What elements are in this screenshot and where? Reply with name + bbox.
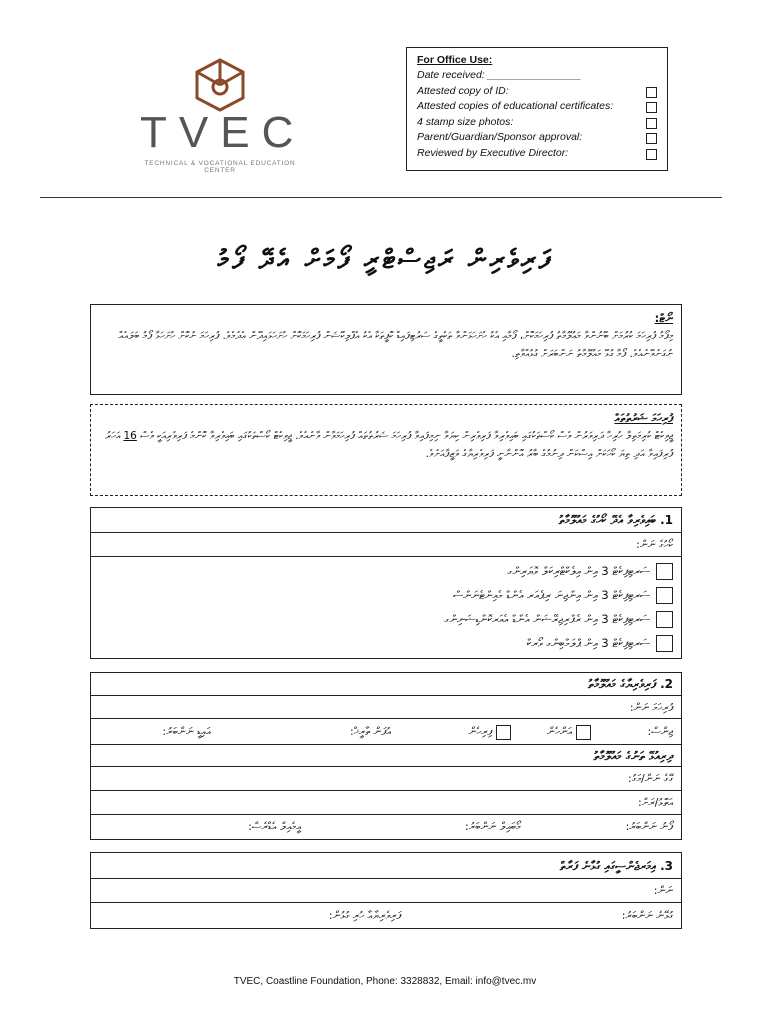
full-name-label: ފުރިހަމަ ނަން:	[629, 701, 673, 714]
dob-label: އުފަން ތާރީޚް:	[350, 725, 391, 738]
office-item-approval	[417, 130, 657, 146]
emergency-name-row[interactable]	[91, 879, 681, 903]
emergency-phone-label: ގުޅޭނެ ނަންބަރު:	[621, 909, 673, 922]
contact-row	[91, 815, 681, 839]
course-options	[91, 557, 681, 658]
office-item-photos	[417, 115, 657, 131]
footer-contact: TVEC, Coastline Foundation, Phone: 3328832, Email: info@tvec.mv	[233, 976, 537, 987]
emergency-section-heading: 3. އިމަރޖެންސީގައި ގުޅާނެ ފަރާތް	[91, 853, 681, 879]
relation-label: ފަރިވެރިޔާއާ ހުރި ގުޅުން:	[328, 909, 401, 922]
email-label: އީމެއިލް އެޑްރެސް:	[248, 820, 301, 833]
office-checkbox[interactable]	[646, 102, 657, 113]
logo-wordmark: TVEC	[140, 108, 306, 157]
mobile-label: މޯބައިލް ނަންބަރު:	[465, 820, 521, 833]
office-item-reviewed	[417, 146, 657, 162]
course-checkbox[interactable]	[656, 563, 673, 580]
course-checkbox[interactable]	[656, 611, 673, 628]
course-section-heading: 1. ބައިވެރިވާ އެދޭ ކޯހުގެ މައުލޫމާތު	[91, 508, 681, 533]
office-checkbox[interactable]	[646, 133, 657, 144]
office-item-label: Reviewed by Executive Director:	[417, 146, 569, 159]
office-item-certificates	[417, 99, 657, 115]
note-text: މިފޯމު ފުރިހަމަ ކުރުމަށް ބޭނުންވާ މަޢުލޫމާތު ފުރިހަމަކޮށް، ފޯމާއި އެކު ހުށަހަޅަންވާ ތަކެތީގެ ސަރުޓިފައިޑް ކޮޕީތަކާ އެކު އެޕްލިކޭޝަން ފުރިހަމަކޮށް ހުށަހަޅައިދޭން އެދެމެވެ. ފުރިހަމަ ނުކޮށް ހުށަހަޅާ ފޯމު ބަލައެއް ނުގަނެވޭނެއެވެ. ފޯމާ ގުޅޭ މައުލޫމާތު ނަންބަރަށް ގުޅުއްވާތި.	[118, 330, 673, 360]
office-item-id	[417, 84, 657, 100]
office-item-label: Attested copies of educational certificates:	[417, 100, 614, 112]
emergency-section	[90, 852, 682, 929]
course-option-label: ސަރޓިފިކެޓް 3 އިން އިލެކްޓްރިކަލް ވޮޔަރިންގ	[507, 564, 650, 578]
course-option[interactable]	[99, 631, 673, 655]
gender-option-female[interactable]	[547, 719, 591, 745]
gender-option-label: އަންހެން	[547, 725, 572, 738]
office-checkbox[interactable]	[646, 87, 657, 98]
island-label: އަތޮޅު/ރަށް:	[637, 796, 673, 809]
emergency-name-label: ނަން:	[653, 884, 673, 897]
applicant-section-heading: 2. ފަރިވެރިޔާގެ މައުލޫމާތު	[91, 673, 681, 696]
form-title: ފަރިވެރިން ރަޖިސްޓްރީ ފޯމަށް އެދޭ ފޯމު	[217, 245, 553, 275]
phone-label: ފޯނު ނަންބަރު:	[625, 820, 673, 833]
office-item-label: Parent/Guardian/Sponsor approval:	[417, 131, 583, 143]
id-label: އައިޑީ ނަންބަރު:	[162, 725, 211, 738]
course-checkbox[interactable]	[656, 587, 673, 604]
office-checkbox[interactable]	[646, 118, 657, 129]
gender-checkbox[interactable]	[496, 725, 511, 740]
course-name-label: ކޯހުގެ ނަން:	[636, 538, 673, 551]
conditions-text	[99, 427, 673, 463]
office-use-title: For Office Use:	[417, 54, 493, 66]
note-heading: ނޯޓް:	[654, 311, 673, 325]
emergency-contact-row	[91, 903, 681, 928]
conditions-heading: ފުރިހަމަ ޝަރުތުތައް	[614, 411, 673, 425]
address-row[interactable]	[91, 767, 681, 791]
course-name-row[interactable]	[91, 533, 681, 557]
note-box	[90, 304, 682, 395]
gender-dob-id-row	[91, 719, 681, 745]
course-option[interactable]	[99, 583, 673, 607]
office-item-label: 4 stamp size photos:	[417, 115, 514, 128]
gender-label: ޖިންސް:	[647, 725, 673, 738]
gender-option-male[interactable]	[469, 719, 511, 745]
address-heading: ދިރިއުޅޭ ތަނުގެ މައުލޫމާތު	[91, 745, 681, 767]
course-option-label: ސަރޓިފިކެޓް 3 އިން އިންޖިނަ ރިޕެއަރ އެންޑް މެއިންޓެނަންސް	[453, 588, 650, 602]
conditions-box	[90, 404, 682, 496]
gender-checkbox[interactable]	[576, 725, 591, 740]
course-option[interactable]	[99, 607, 673, 631]
course-option-label: ސަރޓިފިކެޓް 3 އިން ޕްލަމްބިންގ ވޯރކް	[526, 636, 650, 650]
date-received: Date received: ________________	[417, 69, 582, 81]
header-divider	[40, 197, 722, 198]
office-use-box	[406, 47, 668, 171]
office-checkbox[interactable]	[646, 149, 657, 160]
office-item-label: Attested copy of ID:	[417, 84, 509, 97]
gender-option-label: ފިރިހެން	[468, 725, 492, 738]
address-label: ގޭގެ ނަން/މަގު:	[628, 772, 673, 785]
course-checkbox[interactable]	[656, 635, 673, 652]
island-row[interactable]	[91, 791, 681, 815]
conditions-text-part: އަހަރު ފުރިފައިވާ އަދި ތިޔަ ކޯހަކަށް އިސްކަން ދިނުމުގެ ބާރު އޮންނާނީ ފަރިވެރިޔާގެ ވަޒީފާއަށެވެ.	[104, 430, 673, 460]
logo-subtitle: TECHNICAL & VOCATIONAL EDUCATION CENTER	[144, 160, 296, 174]
course-section	[90, 507, 682, 659]
applicant-section	[90, 672, 682, 840]
course-option-label: ސަރޓިފިކެޓް 3 އިން ރެފްރިޖިރޭޝަން އެންޑް އެއަރކޮންޑިޝަނިންގ	[444, 612, 650, 626]
course-option[interactable]	[99, 559, 673, 583]
conditions-text-part: ޖީވިކެޓް ކުރިމަތިލާ ހުރިހާ ދަރިވަރުން ވެސް ކޯސްތަކުގައި ބައިވެރިވާ ފަރިވެރިން ކިޔަވާ ނިމިފައިވާ ފުރިހަމަ ޝަރުތުތައް ފުރިހަމަވާން ވާނެއެވެ. ޖީވިކެޓް ކޯސްތަކުގައި ބައިވެރިވާ ކޮންމެ ފަރިވެރިއަކީ ވެސް	[140, 430, 673, 442]
age-requirement: 16	[123, 430, 137, 442]
full-name-row[interactable]	[91, 696, 681, 719]
